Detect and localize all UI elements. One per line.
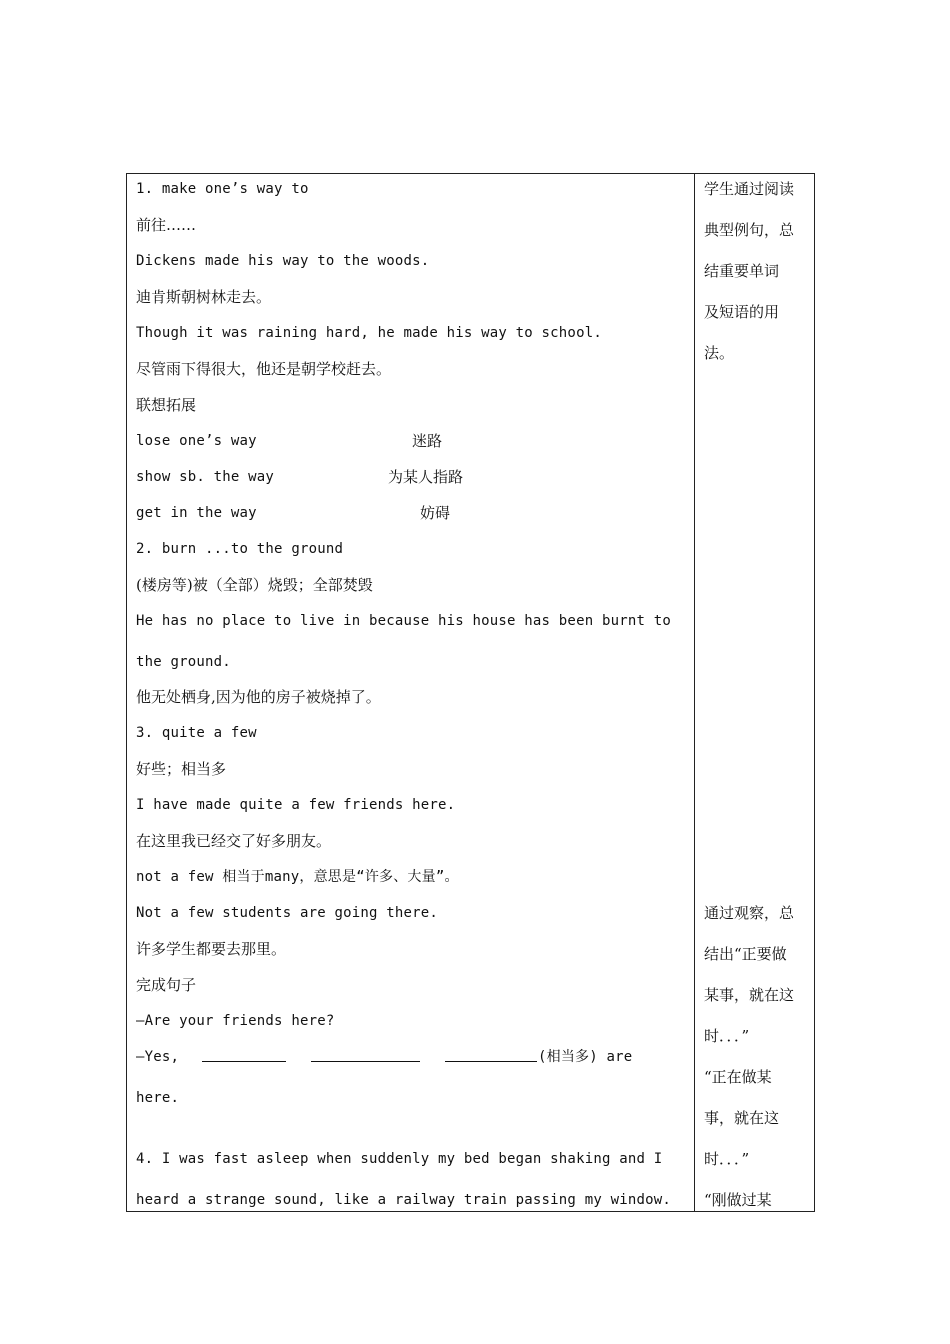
item-1-example-1-cn: 迪肯斯朝树林走去。 (136, 288, 272, 306)
side-note-line: 时．．．” (704, 1150, 750, 1168)
side-note-line: “刚做过某 (704, 1191, 772, 1209)
item-4-line-2: heard a strange sound, like a railway train passing my window. (136, 1192, 671, 1208)
extension-meaning: 迷路 (412, 432, 443, 450)
item-3-example-en: I have made quite a few friends here. (136, 797, 456, 813)
item-2-meaning: (楼房等)被（全部）烧毁；全部焚毁 (136, 576, 373, 594)
dialog-answer-hint: (相当多) are (538, 1049, 633, 1065)
answer-blank-3[interactable] (445, 1047, 537, 1062)
item-1-heading: 1. make one’s way to (136, 181, 309, 197)
item-3-heading: 3. quite a few (136, 725, 257, 741)
column-divider (694, 173, 695, 1212)
item-2-example-cn: 他无处栖身,因为他的房子被烧掉了。 (136, 688, 381, 706)
item-1-meaning: 前往…… (136, 216, 197, 234)
item-1-example-2-en: Though it was raining hard, he made his way to school. (136, 325, 602, 341)
side-note-line: “正在做某 (704, 1068, 772, 1086)
item-3-meaning: 好些；相当多 (136, 760, 227, 778)
item-3-example-2-cn: 许多学生都要去那里。 (136, 940, 287, 958)
item-2-example-en-line-2: the ground. (136, 654, 231, 670)
side-note-line: 结重要单词 (704, 262, 780, 280)
item-3-example-cn: 在这里我已经交了好多朋友。 (136, 832, 332, 850)
extension-phrase: get in the way (136, 505, 257, 521)
item-3-note: not a few 相当于many，意思是“许多、大量”。 (136, 869, 459, 885)
dialog-answer-end: here. (136, 1090, 180, 1106)
extension-title: 联想拓展 (136, 396, 197, 414)
side-note-line: 通过观察，总 (704, 904, 795, 922)
side-note-line: 及短语的用 (704, 303, 780, 321)
side-note-line: 结出“正要做 (704, 945, 787, 963)
item-2-example-en-line-1: He has no place to live in because his house has been burnt to (136, 613, 671, 629)
extension-meaning: 妨碍 (420, 504, 451, 522)
item-1-example-2-cn: 尽管雨下得很大，他还是朝学校赶去。 (136, 360, 392, 378)
extension-phrase: show sb. the way (136, 469, 275, 485)
side-note-line: 时．．．” (704, 1027, 750, 1045)
side-note-line: 事，就在这 (704, 1109, 780, 1127)
answer-blank-1[interactable] (202, 1047, 286, 1062)
item-4-line-1: 4. I was fast asleep when suddenly my bed began shaking and I (136, 1151, 663, 1167)
extension-meaning: 为某人指路 (388, 468, 464, 486)
side-note-line: 学生通过阅读 (704, 180, 795, 198)
dialog-answer-start: —Yes, (136, 1049, 180, 1065)
item-1-example-1-en: Dickens made his way to the woods. (136, 253, 430, 269)
side-note-line: 某事，就在这 (704, 986, 795, 1004)
item-2-heading: 2. burn ...to the ground (136, 541, 344, 557)
extension-phrase: lose one’s way (136, 433, 257, 449)
answer-blank-2[interactable] (311, 1047, 420, 1062)
exercise-title: 完成句子 (136, 976, 197, 994)
item-3-example-2-en: Not a few students are going there. (136, 905, 439, 921)
side-note-line: 法。 (704, 344, 735, 362)
side-note-line: 典型例句，总 (704, 221, 795, 239)
dialog-question: —Are your friends here? (136, 1013, 335, 1029)
